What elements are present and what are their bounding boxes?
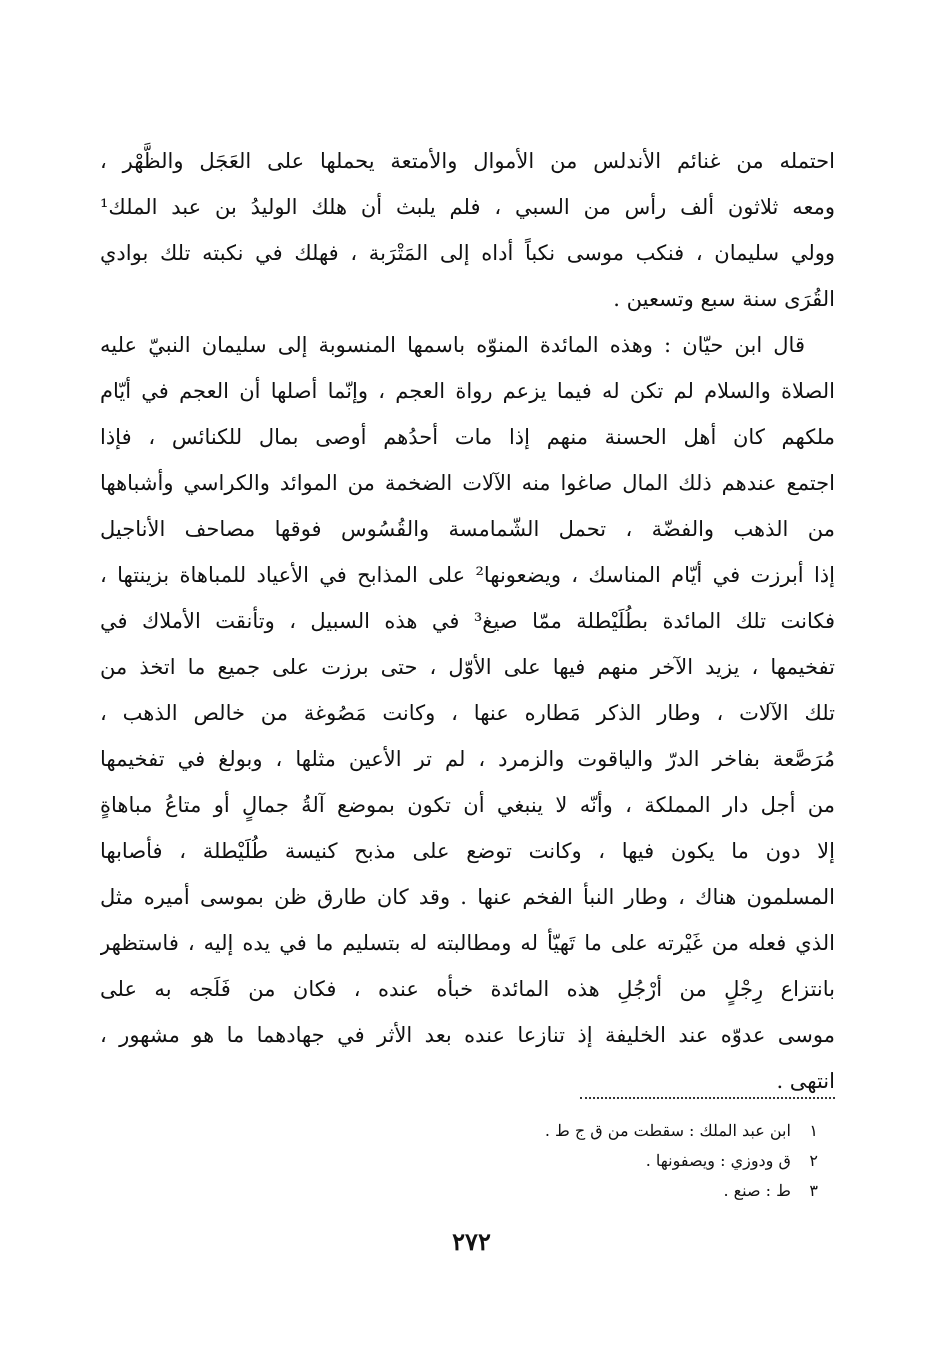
footnote-item xyxy=(418,1116,818,1146)
footnotes xyxy=(418,1116,818,1206)
text-line: فكانت تلك المائدة بطُلَيْطلة ممّا صيغ³ في هذه السبيل ، وتأنقت الأملاك في xyxy=(100,609,835,633)
text-line: من الذهب والفضّة ، تحمل الشّمامسة والقُسُوس فوقها مصاحف الأناجيل xyxy=(100,517,835,541)
text-line: تلك الآلات ، وطار الذكر مَطاره عنها ، وكانت مَصُوغة من خالص الذهب ، xyxy=(100,701,835,725)
footnote-number: ٢ xyxy=(809,1151,818,1170)
text-line: الذي فعله من غَيْرته على ما تَهيّأ له ومطالبته له بتسليم ما في يده إليه ، فاستظهر xyxy=(100,931,835,955)
text-line: احتمله من غنائم الأندلس من الأموال والأمتعة يحملها على العَجَل والظَّهْر ، xyxy=(100,149,835,173)
text-line: الصلاة والسلام لم تكن له فيما يزعم رواة العجم ، وإنّما أصلها أن العجم في أيّام xyxy=(100,379,835,403)
text-line: المسلمون هناك ، وطار النبأ الفخم عنها . وقد كان طارق ظن بموسى أميره مثل xyxy=(100,885,835,909)
footnote-item xyxy=(418,1146,818,1176)
footnote-number: ٣ xyxy=(809,1181,818,1200)
text-line: إذا أبرزت في أيّام المناسك ، ويضعونها² على المذابح في الأعياد للمباهاة بزينتها ، xyxy=(100,563,835,587)
text-line: تفخيمها ، يزيد الآخر منهم فيها على الأوّل ، حتى برزت على جميع ما اتخذ من xyxy=(100,655,835,679)
text-line: انتهى . xyxy=(776,1069,835,1093)
text-line: ملكهم كان أهل الحسنة منهم إذا مات أحدُهم أوصى بمال للكنائس ، فإذا xyxy=(100,425,835,449)
text-line: اجتمع عندهم ذلك المال صاغوا منه الآلات الضخمة من الموائد والكراسي وأشباهها xyxy=(100,471,835,495)
text-line: من أجل دار المملكة ، وأنّه لا ينبغي أن تكون بموضع آلةُ جمالٍ أو متاعُ مباهاةٍ xyxy=(100,793,835,817)
footnote-item xyxy=(418,1176,818,1206)
main-text xyxy=(100,138,835,1104)
text-line: بانتزاع رِجْلٍ من أرْجُلِ هذه المائدة خبأه عنده ، فكان من فَلَجه به على xyxy=(100,977,835,1001)
footnote-separator xyxy=(580,1097,835,1099)
text-line: موسى عدوّه عند الخليفة إذ تنازعا عنده بعد الأثر في جهادهما ما هو مشهور ، xyxy=(100,1023,835,1047)
text-line: قال ابن حيّان : وهذه المائدة المنوّه باسمها المنسوبة إلى سليمان النبيّ عليه xyxy=(100,333,805,357)
footnote-text: ق ودوزي : ويصفونها . xyxy=(645,1151,791,1170)
text-line: ومعه ثلاثون ألف رأس من السبي ، فلم يلبث أن هلك الوليدُ بن عبد الملك¹ xyxy=(100,195,835,219)
text-line: مُرَصَّعة بفاخر الدرّ والياقوت والزمرد ، لم تر الأعين مثلها ، وبولغ في تفخيمها xyxy=(100,747,835,771)
text-line: وولي سليمان ، فنكب موسى نكباً أداه إلى المَتْرَبة ، فهلك في نكبته تلك بوادي xyxy=(100,241,835,265)
footnote-number: ١ xyxy=(809,1121,818,1140)
page-number: ٢٧٢ xyxy=(452,1227,491,1256)
text-line: إلا دون ما يكون فيها ، وكانت توضع على مذبح كنيسة طُلَيْطلة ، فأصابها xyxy=(100,839,835,863)
text-line: القُرَى سنة سبع وتسعين . xyxy=(613,287,835,311)
footnote-text: ابن عبد الملك : سقطت من ق ج ط . xyxy=(544,1121,791,1140)
footnote-text: ط : صنع . xyxy=(723,1181,791,1200)
